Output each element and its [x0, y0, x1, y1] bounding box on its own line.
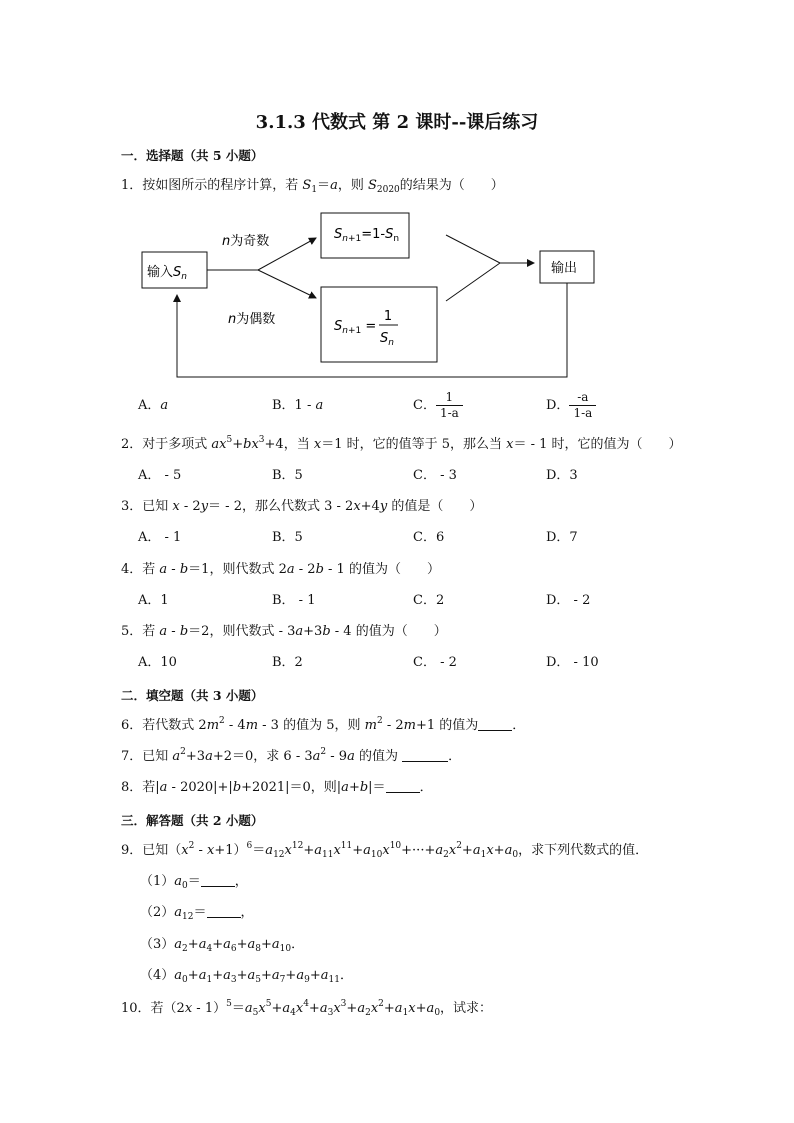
- question-3-stem: 3．已知 x - 2y＝ - 2，那么代数式 3 - 2x+4y 的值是（ ）: [121, 499, 483, 514]
- section-heading-fill: 二．填空题（共 3 小题）: [121, 688, 264, 703]
- question-4-stem: 4．若 a - b＝1，则代数式 2a - 2b - 1 的值为（ ）: [121, 562, 440, 577]
- question-10-stem: 10．若$(2x - 1)^5=a_5x^5+a_4x^4+a_3x^3+a_2x^2+a_1x+a_0$，试求：: [121, 999, 493, 1018]
- answer-blank-8: [386, 780, 420, 793]
- q3-option-b: B．5: [272, 530, 303, 545]
- program-flowchart: [130, 205, 610, 385]
- q4-option-d: D． - 2: [546, 593, 591, 608]
- q5-option-a: A．10: [138, 655, 177, 670]
- page-title: 3.1.3 代数式 第 2 课时--课后练习: [255, 112, 539, 133]
- answer-blank-6: [478, 718, 512, 731]
- q1-option-a: A．a: [138, 398, 169, 413]
- question-9-part-2: $(2)a_{12}=$ ，: [140, 905, 254, 922]
- q4-option-b: B． - 1: [272, 593, 316, 608]
- answer-blank-9-2: [207, 905, 241, 918]
- question-5-stem: 5．若 a - b＝2，则代数式 - 3a+3b - 4 的值为（ ）: [121, 624, 447, 639]
- question-7-stem: 7．已知 $a^2+3a+2=0$，求 $6 - 3a^2 - 9a$ 的值为 ．: [121, 747, 462, 764]
- question-9-part-1: $(1)a_0=$ ，: [140, 874, 248, 891]
- section-heading-choice: 一．选择题（共 5 小题）: [121, 148, 264, 163]
- q2-option-d: D．3: [546, 468, 578, 483]
- q3-option-a: A． - 1: [138, 530, 182, 545]
- q3-option-d: D．7: [546, 530, 578, 545]
- q2-option-a: A． - 5: [138, 468, 182, 483]
- formula-even-denominator: $S_n$: [380, 331, 394, 348]
- branch-even-label: n为偶数: [228, 312, 276, 327]
- formula-even-numerator: 1: [383, 309, 393, 324]
- q1-option-c: C． $\frac{1}{1-a}$: [413, 390, 463, 421]
- question-8-stem: 8．若|a - 2020|+|b+2021|＝0，则|a+b|＝ ．: [121, 780, 433, 795]
- arrow-even: [258, 270, 316, 298]
- question-9-part-4: $(4)a_0+a_1+a_3+a_5+a_7+a_9+a_{11}$．: [140, 968, 353, 985]
- section-heading-solve: 三．解答题（共 2 小题）: [121, 813, 264, 828]
- formula-odd: $S_n+1=1-S_n$: [334, 227, 400, 244]
- answer-blank-9-1: [201, 874, 235, 887]
- q5-option-d: D． - 10: [546, 655, 599, 670]
- q1-option-d: D． $\frac{-a}{1-a}$: [546, 390, 596, 421]
- q3-option-c: C．6: [413, 530, 445, 545]
- input-box-label: 输入$S_n$: [147, 265, 187, 282]
- question-2-stem: 2．对于多项式 $ax^5+bx^3+4$，当 x＝1 时，它的值等于 5，那么当 x＝ - 1 时，它的值为（ ）: [121, 435, 682, 452]
- q5-option-b: B．2: [272, 655, 303, 670]
- q4-option-c: C．2: [413, 593, 445, 608]
- question-6-stem: 6．若代数式 $2m^2 - 4m - 3$ 的值为 5，则 $m^2 - 2m+1$ 的值为 ．: [121, 716, 526, 733]
- question-9-part-3: $(3)a_2+a_4+a_6+a_8+a_{10}$．: [140, 937, 305, 954]
- q1-option-b: B．1 - a: [272, 398, 324, 413]
- answer-blank-7: [402, 749, 448, 762]
- q2-option-b: B．5: [272, 468, 303, 483]
- question-9-stem: 9．已知$(x^2 - x+1)^6=a_{12}x^{12}+a_{11}x^{11}+a_{10}x^{10}+\cdot\cdot\cdot+a_2x^2+a_1x+a_0$，求下列代数式的值．: [121, 841, 649, 860]
- output-box-label: 输出: [551, 261, 578, 276]
- q5-option-c: C． - 2: [413, 655, 457, 670]
- q2-option-c: C． - 3: [413, 468, 457, 483]
- formula-even-lhs: $S_n+1$ =: [334, 319, 377, 336]
- q4-option-a: A．1: [138, 593, 169, 608]
- branch-odd-label: n为奇数: [222, 234, 270, 249]
- question-1-stem: 1．按如图所示的程序计算，若 $S_1=a$，则 $S_{2020}$的结果为（ ）: [121, 178, 504, 195]
